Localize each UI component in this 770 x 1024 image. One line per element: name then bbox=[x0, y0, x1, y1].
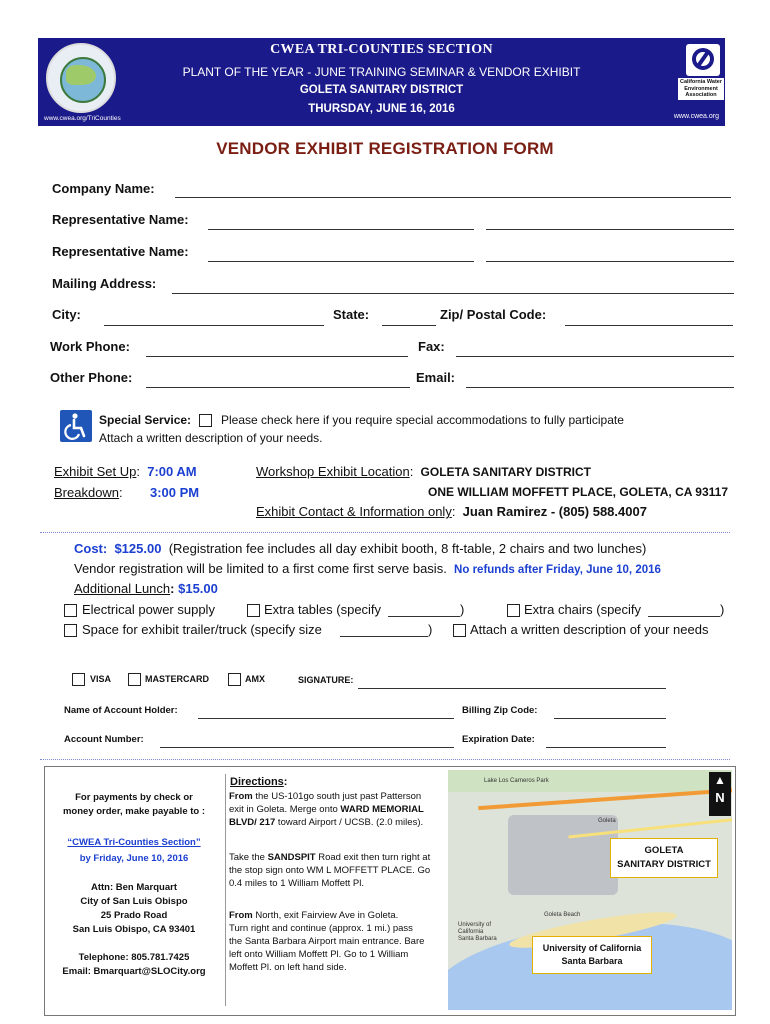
extra-tables-field[interactable] bbox=[388, 616, 460, 617]
extra-tables-label: Extra tables (specify bbox=[264, 602, 382, 617]
box-divider bbox=[225, 774, 226, 1006]
attach-description-label: Attach a written description of your needs bbox=[470, 622, 709, 637]
cwea-org-name: California Water Environment Association bbox=[678, 78, 724, 100]
north-arrow-icon: ▲ N bbox=[709, 772, 731, 816]
billing-zip-label: Billing Zip Code: bbox=[462, 705, 538, 716]
mastercard-label: MASTERCARD bbox=[145, 674, 209, 684]
dotted-divider-2 bbox=[40, 759, 730, 760]
extra-chairs-label: Extra chairs (specify bbox=[524, 602, 642, 617]
mail-instruction-1: For payments by check or bbox=[75, 792, 193, 803]
contact-value: Juan Ramirez - (805) 588.4007 bbox=[462, 504, 647, 519]
dir-p1-b: exit in Goleta. Merge onto bbox=[229, 804, 341, 815]
other-phone-label: Other Phone: bbox=[50, 370, 133, 385]
mail-phone: Telephone: 805.781.7425 bbox=[78, 952, 190, 963]
visa-label: VISA bbox=[90, 674, 112, 684]
cost-description: (Registration fee includes all day exhibit booth, 8 ft-table, 2 chairs and two lunches) bbox=[168, 541, 647, 556]
state-field[interactable] bbox=[382, 325, 436, 326]
lunch-price: $15.00 bbox=[178, 581, 218, 596]
callout1-line1: GOLETA bbox=[644, 845, 684, 856]
representative-name-label: Representative Name: bbox=[52, 212, 189, 227]
registration-limit: Vendor registration will be limited to a first come first serve basis. bbox=[74, 561, 447, 576]
account-number-field[interactable] bbox=[160, 747, 454, 748]
expiration-field[interactable] bbox=[546, 747, 666, 748]
callout1-line2: SANITARY DISTRICT bbox=[617, 859, 711, 870]
city-field[interactable] bbox=[104, 325, 324, 326]
location-name: GOLETA SANITARY DISTRICT bbox=[420, 465, 591, 479]
dir-p3-a: North, exit Fairview Ave in Goleta. bbox=[252, 910, 399, 921]
dir-p1-c-bold: BLVD/ 217 bbox=[229, 817, 276, 828]
fax-field[interactable] bbox=[456, 356, 734, 357]
email-label: Email: bbox=[416, 370, 456, 385]
dir-p2-post: Road exit then turn right at bbox=[315, 852, 431, 863]
representative-name-label-2: Representative Name: bbox=[52, 244, 189, 259]
map-place-goleta: Goleta bbox=[598, 818, 616, 824]
trailer-space-label: Space for exhibit trailer/truck (specify size bbox=[82, 622, 322, 637]
ucsb-callout bbox=[532, 936, 652, 974]
mail-instruction-2: money order, make payable to : bbox=[62, 806, 206, 817]
dir-from-2: From bbox=[229, 910, 253, 921]
special-service-attach: Attach a written description of your needs. bbox=[99, 431, 323, 445]
mail-attn: Attn: Ben Marquart bbox=[90, 882, 178, 893]
callout2-line2: Santa Barbara bbox=[561, 956, 623, 966]
work-phone-field[interactable] bbox=[146, 356, 408, 357]
payment-deadline: by Friday, June 10, 2016 bbox=[79, 853, 189, 864]
callout2-line1: University of California bbox=[542, 943, 642, 953]
breakdown-time: 3:00 PM bbox=[150, 485, 200, 500]
dir-p3-c: the Santa Barbara Airport main entrance. Bare bbox=[229, 936, 425, 947]
setup-time: 7:00 AM bbox=[147, 464, 197, 479]
account-holder-label: Name of Account Holder: bbox=[64, 705, 178, 716]
extra-tables-checkbox[interactable] bbox=[247, 604, 260, 617]
header-date: THURSDAY, JUNE 16, 2016 bbox=[308, 103, 455, 115]
dir-p3-d: left onto William Moffett Pl. Go to 1 William bbox=[229, 949, 409, 960]
dir-p1-b-bold: WARD MEMORIAL bbox=[340, 804, 424, 815]
amx-checkbox[interactable] bbox=[228, 673, 241, 686]
map-place-beach: Goleta Beach bbox=[544, 912, 581, 918]
extra-tables-paren: ) bbox=[460, 602, 465, 617]
map-place-ucsb: University of California Santa Barbara bbox=[458, 922, 497, 942]
contact-label: Exhibit Contact & Information only bbox=[256, 504, 452, 519]
dir-p3-e: Moffett Pl. on left hand side. bbox=[229, 962, 347, 973]
mail-city: San Luis Obispo, CA 93401 bbox=[72, 924, 196, 935]
mail-email[interactable]: Email: Bmarquart@SLOCity.org bbox=[62, 966, 206, 977]
mailing-address-field[interactable] bbox=[172, 293, 734, 294]
setup-label: Exhibit Set Up bbox=[54, 464, 137, 479]
location-map[interactable] bbox=[448, 770, 732, 1010]
dir-from-1: From bbox=[229, 791, 253, 802]
cost-label: Cost: bbox=[74, 541, 108, 556]
header-venue: GOLETA SANITARY DISTRICT bbox=[299, 84, 464, 96]
accessibility-icon bbox=[60, 410, 92, 442]
header-section-name: CWEA TRI-COUNTIES SECTION bbox=[270, 42, 493, 57]
location-address: ONE WILLIAM MOFFETT PLACE, GOLETA, CA 93117 bbox=[428, 485, 729, 499]
breakdown-label: Breakdown bbox=[54, 485, 120, 500]
special-service-label: Special Service: bbox=[99, 413, 192, 427]
goleta-sanitary-callout bbox=[610, 838, 718, 878]
location-label: Workshop Exhibit Location bbox=[256, 464, 410, 479]
company-name-label: Company Name: bbox=[52, 181, 155, 196]
dir-p2-bold: SANDSPIT bbox=[267, 852, 316, 863]
attach-description-checkbox[interactable] bbox=[453, 624, 466, 637]
electrical-power-label: Electrical power supply bbox=[82, 602, 215, 617]
zip-code-label: Zip/ Postal Code: bbox=[440, 307, 547, 322]
mastercard-checkbox[interactable] bbox=[128, 673, 141, 686]
representative-name-field[interactable] bbox=[208, 229, 474, 230]
tricounties-url[interactable]: www.cwea.org/TriCounties bbox=[44, 115, 121, 122]
other-phone-field[interactable] bbox=[146, 387, 410, 388]
special-service-text: Please check here if you require special accommodations to fully participate bbox=[221, 413, 624, 427]
extra-chairs-paren: ) bbox=[720, 602, 725, 617]
signature-field[interactable] bbox=[358, 688, 666, 689]
mailing-address-label: Mailing Address: bbox=[52, 276, 157, 291]
company-name-field[interactable] bbox=[175, 197, 731, 198]
visa-checkbox[interactable] bbox=[72, 673, 85, 686]
lunch-label: Additional Lunch bbox=[74, 581, 171, 596]
work-phone-label: Work Phone: bbox=[50, 339, 130, 354]
representative-name-field-4[interactable] bbox=[486, 261, 734, 262]
extra-chairs-field[interactable] bbox=[648, 616, 720, 617]
dir-p2-c: 0.4 miles to 1 William Moffett Pl. bbox=[229, 878, 364, 889]
header-banner bbox=[38, 38, 725, 126]
zip-code-field[interactable] bbox=[565, 325, 733, 326]
city-label: City: bbox=[52, 307, 81, 322]
amx-label: AMX bbox=[245, 674, 265, 684]
signature-label: SIGNATURE: bbox=[298, 675, 354, 685]
fax-label: Fax: bbox=[418, 339, 445, 354]
trailer-space-paren: ) bbox=[428, 622, 433, 637]
email-field[interactable] bbox=[466, 387, 734, 388]
dir-p2-pre: Take the bbox=[229, 852, 268, 863]
form-title: VENDOR EXHIBIT REGISTRATION FORM bbox=[216, 139, 554, 158]
special-service-checkbox[interactable] bbox=[199, 414, 212, 427]
trailer-space-checkbox[interactable] bbox=[64, 624, 77, 637]
expiration-label: Expiration Date: bbox=[462, 734, 535, 745]
cwea-url[interactable]: www.cwea.org bbox=[673, 113, 719, 120]
extra-chairs-checkbox[interactable] bbox=[507, 604, 520, 617]
payee-name: “CWEA Tri-Counties Section” bbox=[67, 837, 201, 848]
refund-notice: No refunds after Friday, June 10, 2016 bbox=[454, 564, 661, 576]
representative-name-field-2[interactable] bbox=[486, 229, 734, 230]
dir-p1-c: toward Airport / UCSB. (2.0 miles). bbox=[275, 817, 424, 828]
electrical-power-checkbox[interactable] bbox=[64, 604, 77, 617]
account-holder-field[interactable] bbox=[198, 718, 454, 719]
dir-p2-b: the stop sign onto WM L MOFFETT PLACE. Go bbox=[229, 865, 431, 876]
dir-p3-b: Turn right and continue (approx. 1 mi.) pass bbox=[229, 923, 413, 934]
north-label: N bbox=[715, 790, 725, 805]
representative-name-field-3[interactable] bbox=[208, 261, 474, 262]
cwea-logo-icon bbox=[686, 44, 720, 76]
state-label: State: bbox=[333, 307, 370, 322]
dir-p1-a: the US-101go south just past Patterson bbox=[252, 791, 422, 802]
map-place-park: Lake Los Carneros Park bbox=[484, 778, 549, 784]
billing-zip-field[interactable] bbox=[554, 718, 666, 719]
mail-street: 25 Prado Road bbox=[100, 910, 168, 921]
account-number-label: Account Number: bbox=[64, 734, 144, 745]
mail-org: City of San Luis Obispo bbox=[80, 896, 188, 907]
header-event: PLANT OF THE YEAR - JUNE TRAINING SEMINAR & VENDOR EXHIBIT bbox=[182, 65, 581, 79]
cost-amount: $125.00 bbox=[114, 541, 162, 556]
dotted-divider bbox=[40, 532, 730, 533]
directions-heading: Directions bbox=[230, 776, 284, 788]
trailer-size-field[interactable] bbox=[340, 636, 428, 637]
